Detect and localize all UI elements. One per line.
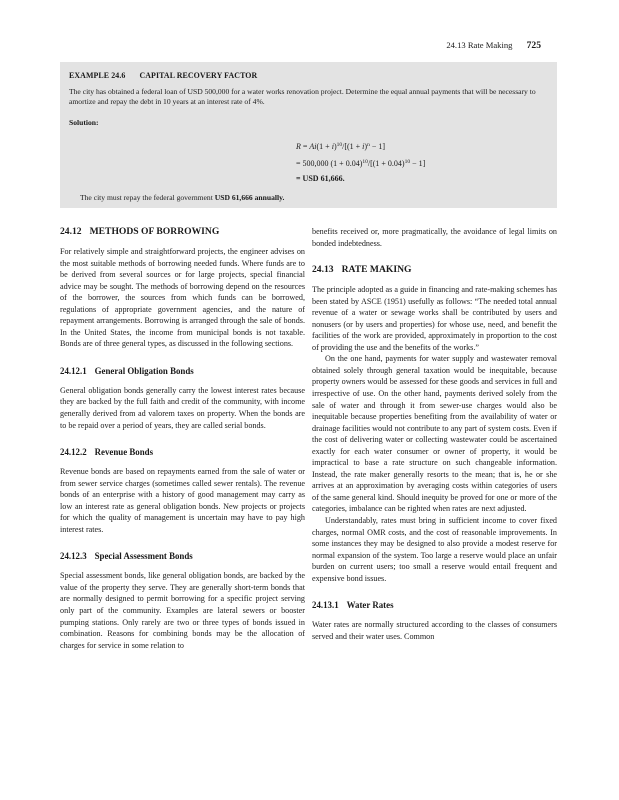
paragraph: The principle adopted as a guide in financing and rate-making schemes has been stated by ASCE (1951) usefully as follows: “The needed total annual revenue of a water or sewage works shall be contributed by users and nonusers (or by users and properties) for whose use, need, and benefit the facilities of the work are provided, approximately in proportion to the cost of providing the use and the benefits of the works.” <box>312 285 557 352</box>
solution-label: Solution: <box>69 117 99 127</box>
section-number: 24.12 <box>60 226 82 237</box>
subsection-title: Special Assessment Bonds <box>94 551 193 562</box>
subsection-number: 24.12.1 <box>60 365 87 376</box>
subsection-heading <box>60 365 305 377</box>
equation-line-1: $R = Ai(1 + i)^{10}/[(1 + i)^n - 1]$ <box>296 142 386 151</box>
subsection-heading <box>60 446 305 458</box>
example-title <box>69 71 548 82</box>
paragraph: On the one hand, payments for water supply and wastewater removal obtained solely through general taxation would be inequitable, because property owners would be assessed for these goods and services in full and irrespective of use. On the other hand, payments derived solely from the sale of water and through it from sewer-use charges would also be inequitable because properties benefiting from the availability of water or drainage facilities would not contribute to any part of system costs. Even if the cost of delivering water or collecting wastewater could be ascertained exactly for each water consumer or owner of property, it would be impractical to base a rate structure on such changeable information. Instead, the rate maker generally resorts to the mean; that is, he or she arrives at an approximation by averaging costs within categories of users of the same general kind. Should inequity be proved for one or more of the categories, imbalance can be righted when rates are next adjusted. <box>312 354 557 514</box>
left-column <box>60 226 305 651</box>
subsection-number: 24.12.2 <box>60 447 87 458</box>
example-heading: CAPITAL RECOVERY FACTOR <box>139 71 258 80</box>
subsection-title: General Obligation Bonds <box>94 365 194 376</box>
paragraph: Revenue bonds are based on repayments earned from the sale of water or from sewer service charges (sometimes called sewer rentals). The revenue bonds of an enterprise with a history of good management may carry as low an interest rate as general obligation bonds. New projects or projects for which the quality of management is uncertain may have to pay high interest rates. <box>60 467 305 534</box>
subsection-number: 24.13.1 <box>312 600 339 611</box>
subsection-title: Water Rates <box>346 600 394 611</box>
paragraph: Understandably, rates must bring in sufficient income to cover fixed charges, normal OMR costs, and the cost of reasonable improvements. In some instances they may be designed to also provide a modest reserve for normal expansion of the system. Too large a reserve would place an unfair burden on current users; too small a reserve would entail frequent and expensive bond issues. <box>312 516 557 583</box>
eq-part: = 500,000 (1 + 0.04) <box>296 159 363 168</box>
paragraph: For relatively simple and straightforward projects, the engineer advises on the most suitable methods of borrowing needed funds. Where funds are to be derived from several sources or for large projects, special financial advice may be sought. The methods of borrowing depend on the resources of the borrower, the sources from which funds can be borrowed, regulations of appropriate government agencies, and the nature of repayment arrangements. Borrowing is arranged through the sale of bonds. In the United States, the income from municipal bonds is not taxable. Bonds are of three general types, as discussed in the following sections. <box>60 247 305 349</box>
subsection-heading <box>60 550 305 562</box>
example-box <box>60 62 557 208</box>
exponent: n <box>367 142 370 148</box>
paragraph: General obligation bonds generally carry the lowest interest rates because they are backed by the full faith and credit of the community, with income generally derived from ad valorem taxes on property. When the bonds are to be repaid over a period of years, they are called serial bonds. <box>60 385 305 430</box>
example-problem: The city has obtained a federal loan of USD 500,000 for a water works renovation project. Determine the equal annual payments that will be necessary to amortize and repay the debt in 10 years at an interest rate of 4%. <box>69 86 536 107</box>
exponent: 10 <box>362 159 368 165</box>
paragraph: Water rates are normally structured according to the classes of consumers served and their water uses. Common <box>312 620 557 641</box>
section-number: 24.13 <box>312 264 334 276</box>
section-title: RATE MAKING <box>341 264 412 276</box>
running-head-section: 24.13 Rate Making <box>446 40 513 50</box>
page-number: 725 <box>526 40 541 51</box>
eq-part: − 1] <box>410 159 426 168</box>
example-conclusion <box>80 193 284 204</box>
eq-part: /[(1 + 0.04) <box>367 159 405 168</box>
conclusion-text: The city must repay the federal government <box>80 193 213 202</box>
equation-line-2 <box>296 157 425 170</box>
section-title: METHODS OF BORROWING <box>89 226 220 237</box>
subsection-title: Revenue Bonds <box>94 447 154 458</box>
equation-line-3: = USD 61,666. <box>296 174 345 183</box>
section-heading <box>312 264 557 276</box>
exponent: 10 <box>404 159 411 165</box>
section-heading <box>60 226 305 238</box>
running-head <box>60 40 541 51</box>
right-column <box>312 226 557 642</box>
example-label: EXAMPLE 24.6 <box>69 71 126 80</box>
subsection-number: 24.12.3 <box>60 551 87 562</box>
paragraph: benefits received or, more pragmatically, the avoidance of legal limits on bonded indebtedness. <box>312 227 557 248</box>
conclusion-amount: USD 61,666 annually. <box>214 193 285 202</box>
subsection-heading <box>312 599 557 611</box>
paragraph: Special assessment bonds, like general obligation bonds, are backed by the value of the property they serve. They are generally short-term bonds that are normally designed to permit borrowing for a specific project serving only part of the community. Examples are lateral sewers or booster pumping stations. Only rarely are two or three types of bonds issued in combination. Reasons for combining bonds may be the allocation of charges for service in some relation to <box>60 571 305 650</box>
exponent: 10 <box>336 142 343 148</box>
